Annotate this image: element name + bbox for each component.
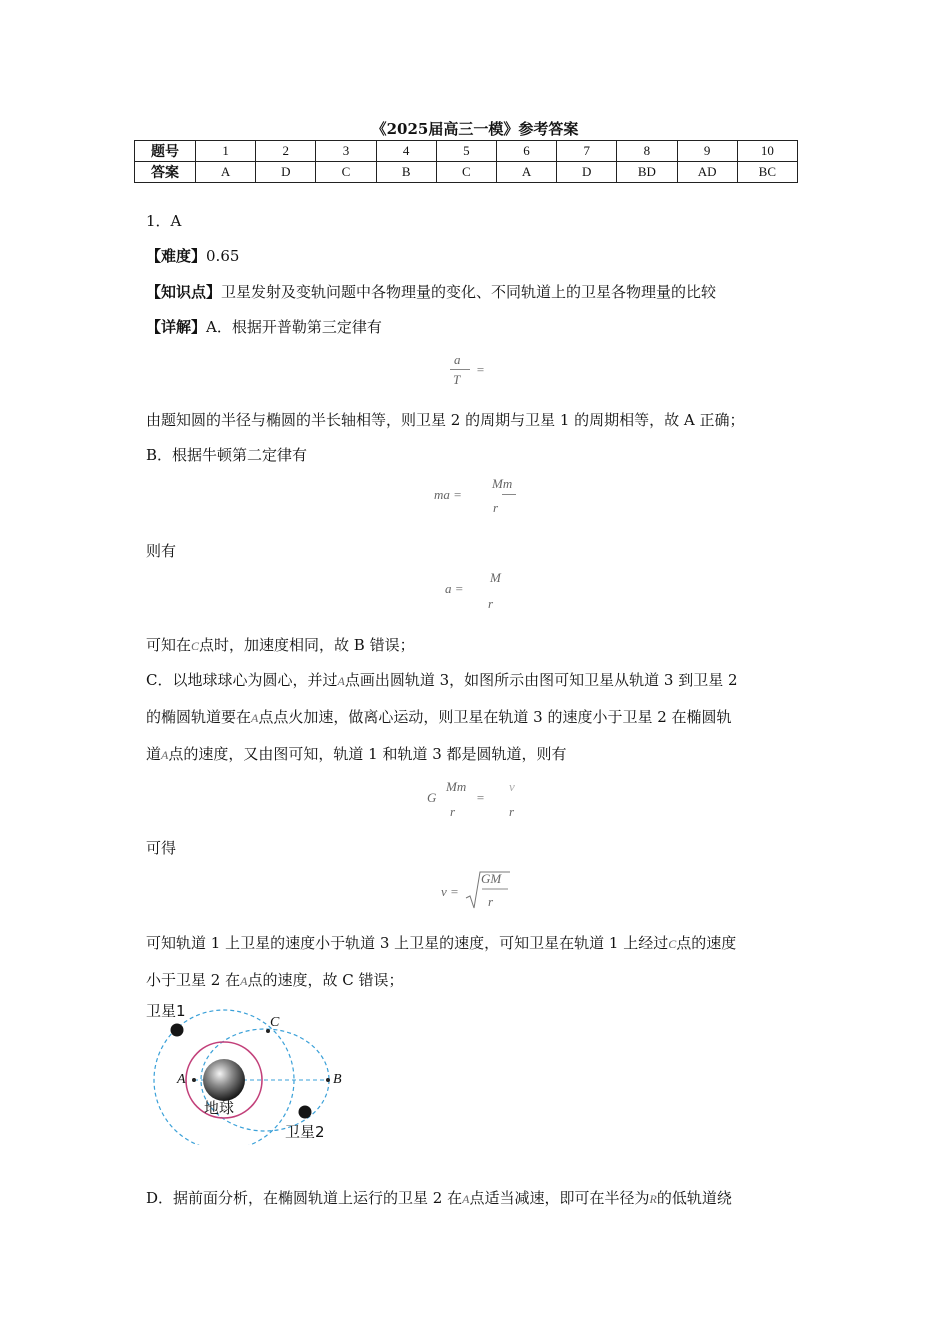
table-cell: 10 xyxy=(737,141,797,162)
table-cell: C xyxy=(316,162,376,183)
text-b2: 则有 xyxy=(146,542,177,560)
text-c1-pre: C．以地球球心为圆心，并过 xyxy=(146,671,338,689)
table-cell: 9 xyxy=(677,141,737,162)
eq3-numerator: M xyxy=(490,570,501,585)
table-cell: B xyxy=(376,162,436,183)
eq1-equals: = xyxy=(476,362,485,377)
table-cell: 8 xyxy=(617,141,677,162)
text-d1 xyxy=(146,1187,732,1208)
eq4-numerator: Mm xyxy=(446,779,467,794)
point-a-label: A xyxy=(177,1072,186,1087)
eq5-denominator: r xyxy=(488,894,494,909)
text-c6 xyxy=(146,969,403,990)
table-cell: C xyxy=(436,162,496,183)
text-c5-post: 点的速度 xyxy=(676,934,737,952)
eq2-left: ma = xyxy=(434,487,462,502)
text-a2: 由题知圆的半径与椭圆的半长轴相等，则卫星 2 的周期与卫星 1 的周期相等，故 A 正确； xyxy=(146,411,745,429)
text-b1: B．根据牛顿第二定律有 xyxy=(146,446,308,464)
var-R: R xyxy=(649,1192,657,1206)
detail-line xyxy=(146,316,382,337)
eq3-left: a = xyxy=(445,581,464,596)
difficulty-value: 0.65 xyxy=(206,247,240,265)
var-A: A xyxy=(161,748,169,762)
table-cell: AD xyxy=(677,162,737,183)
text-c6-post: 点的速度，故 C 错误； xyxy=(247,971,404,989)
eq4-denominator: r xyxy=(450,804,456,819)
text-d1-pre: D．据前面分析，在椭圆轨道上运行的卫星 2 在 xyxy=(146,1189,463,1207)
text-c5-pre: 可知轨道 1 上卫星的速度小于轨道 3 上卫星的速度，可知卫星在轨道 1 上经过 xyxy=(146,934,669,952)
point-c-label: C xyxy=(270,1015,280,1030)
text-c3-post: 点的速度，又由图可知，轨道 1 和轨道 3 都是圆轨道，则有 xyxy=(168,745,567,763)
table-cell: 2 xyxy=(256,141,316,162)
question-heading: 1．A xyxy=(146,212,182,230)
earth-label: 地球 xyxy=(204,1099,235,1117)
var-A: A xyxy=(462,1192,470,1206)
table-cell: BC xyxy=(737,162,797,183)
text-c2 xyxy=(146,706,732,727)
table-cell: D xyxy=(256,162,316,183)
eq1-numerator: a xyxy=(454,352,461,367)
knowledge-line xyxy=(146,281,716,302)
text-c1 xyxy=(146,669,738,690)
table-cell: BD xyxy=(617,162,677,183)
text-b3-pre: 可知在 xyxy=(146,636,192,654)
table-cell: 1 xyxy=(196,141,256,162)
var-C: C xyxy=(668,937,677,951)
text-c4: 可得 xyxy=(146,839,177,857)
point-b-label: B xyxy=(333,1072,342,1087)
text-b3 xyxy=(146,634,415,655)
satellite-2-dot xyxy=(299,1106,312,1119)
table-cell: A xyxy=(196,162,256,183)
eq5-left: v = xyxy=(441,884,459,899)
point-b-dot xyxy=(326,1078,330,1082)
table-cell: 6 xyxy=(496,141,556,162)
var-A: A xyxy=(240,974,248,988)
eq1-fraction-bar xyxy=(450,369,470,370)
eq5-numerator: GM xyxy=(481,871,502,886)
text-c3 xyxy=(146,743,567,764)
table-answer-label: 答案 xyxy=(135,162,196,183)
eq4-equals: = xyxy=(476,790,485,805)
difficulty-line xyxy=(146,245,239,266)
table-cell: 7 xyxy=(557,141,617,162)
table-row-numbers xyxy=(135,141,798,162)
eq2-numerator: Mm xyxy=(492,476,513,491)
table-row-answers xyxy=(135,162,798,183)
detail-label: 【详解】 xyxy=(146,318,207,336)
text-c2-pre: 的椭圆轨道要在 xyxy=(146,708,252,726)
knowledge-label: 【知识点】 xyxy=(146,283,222,301)
eq3-denominator: r xyxy=(488,596,494,611)
var-A: A xyxy=(337,674,345,688)
page-title: 《2025届高三一模》参考答案 xyxy=(371,120,579,138)
detail-a-text: A．根据开普勒第三定律有 xyxy=(206,318,382,336)
point-a-dot xyxy=(192,1078,196,1082)
eq1-denominator: T xyxy=(453,372,461,387)
eq4-g: G xyxy=(427,790,437,805)
knowledge-text: 卫星发射及变轨问题中各物理量的变化、不同轨道上的卫星各物理量的比较 xyxy=(221,283,717,301)
text-c5 xyxy=(146,932,736,953)
answer-table xyxy=(134,140,798,183)
table-cell: 4 xyxy=(376,141,436,162)
table-header-label: 题号 xyxy=(135,141,196,162)
eq4-numerator-2: v xyxy=(509,779,515,794)
eq2-fraction-bar xyxy=(502,494,516,495)
earth-sphere xyxy=(203,1059,245,1101)
difficulty-label: 【难度】 xyxy=(146,247,207,265)
text-d1-post: 的低轨道绕 xyxy=(656,1189,732,1207)
table-cell: 5 xyxy=(436,141,496,162)
table-cell: 3 xyxy=(316,141,376,162)
satellite-2-label: 卫星2 xyxy=(285,1123,325,1141)
text-c2-post: 点点火加速，做离心运动，则卫星在轨道 3 的速度小于卫星 2 在椭圆轨 xyxy=(258,708,732,726)
text-b3-post: 点时，加速度相同，故 B 错误； xyxy=(199,636,415,654)
table-cell: A xyxy=(496,162,556,183)
eq4-denominator-2: r xyxy=(509,804,515,819)
text-c3-pre: 道 xyxy=(146,745,162,763)
text-c1-post: 点画出圆轨道 3，如图所示由图可知卫星从轨道 3 到卫星 2 xyxy=(344,671,738,689)
text-d1-mid: 点适当减速，即可在半径为 xyxy=(469,1189,650,1207)
table-cell: D xyxy=(557,162,617,183)
var-A: A xyxy=(251,711,259,725)
var-C: C xyxy=(191,639,200,653)
satellite-1-dot xyxy=(171,1024,184,1037)
eq2-denominator: r xyxy=(493,500,499,515)
text-c6-pre: 小于卫星 2 在 xyxy=(146,971,241,989)
satellite-1-label: 卫星1 xyxy=(146,1002,186,1020)
